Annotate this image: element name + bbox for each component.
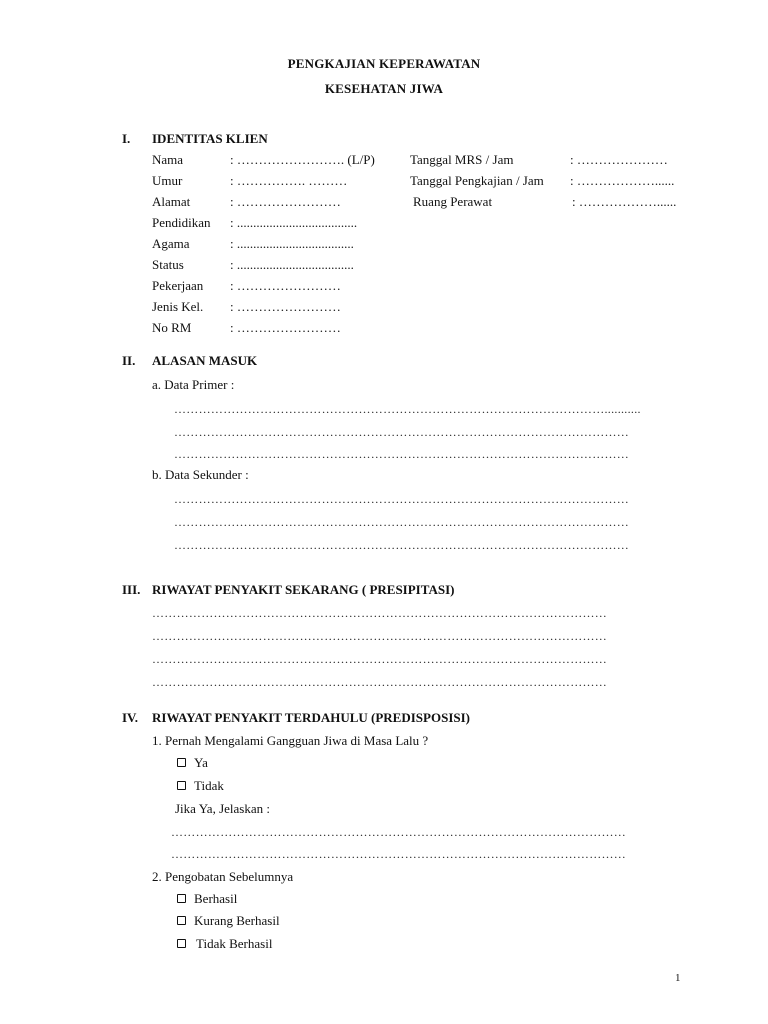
field-tanggal-pengkajian-value[interactable]: : ………………...... xyxy=(570,173,675,188)
section-1-title: IDENTITAS KLIEN xyxy=(152,131,268,146)
section-2-title: ALASAN MASUK xyxy=(152,353,258,368)
field-agama-value[interactable]: : .................................... xyxy=(230,236,354,251)
field-agama-label: Agama xyxy=(152,236,190,251)
presipitasi-line-4[interactable]: ………………………………………………………………………………………………… xyxy=(152,675,608,689)
field-status-label: Status xyxy=(152,257,184,272)
option-kurang-berhasil[interactable] xyxy=(177,913,280,929)
field-tanggal-mrs-label: Tanggal MRS / Jam xyxy=(410,152,514,167)
checkbox-icon[interactable] xyxy=(177,758,186,767)
field-nama-value[interactable]: : ……………………. (L/P) xyxy=(230,152,375,167)
question-2: 2. Pengobatan Sebelumnya xyxy=(152,869,294,884)
explain-label: Jika Ya, Jelaskan : xyxy=(175,801,270,816)
field-pendidikan-value[interactable]: : ..................................... xyxy=(230,215,358,230)
data-sekunder-line-3[interactable]: ………………………………………………………………………………………………… xyxy=(174,538,630,552)
section-3-number: III. xyxy=(122,582,141,597)
explain-line-2[interactable]: ………………………………………………………………………………………………… xyxy=(171,847,627,861)
section-2-number: II. xyxy=(122,353,136,368)
option-berhasil[interactable] xyxy=(177,891,237,907)
option-kurang-berhasil-label: Kurang Berhasil xyxy=(194,913,280,928)
field-no-rm-label: No RM xyxy=(152,320,192,335)
document-title: PENGKAJIAN KEPERAWATAN xyxy=(287,56,481,71)
data-sekunder-line-1[interactable]: ………………………………………………………………………………………………… xyxy=(174,492,630,506)
field-ruang-perawat-value[interactable]: : ………………...... xyxy=(572,194,677,209)
section-3-title: RIWAYAT PENYAKIT SEKARANG ( PRESIPITASI) xyxy=(152,582,455,597)
data-primer-label: a. Data Primer : xyxy=(152,377,235,392)
checkbox-icon[interactable] xyxy=(177,781,186,790)
field-no-rm-value[interactable]: : …………………… xyxy=(230,320,341,335)
field-pendidikan-label: Pendidikan xyxy=(152,215,211,230)
field-ruang-perawat-label: Ruang Perawat xyxy=(413,194,493,209)
field-umur-value[interactable]: : ……………. ……… xyxy=(230,173,348,188)
data-primer-line-3[interactable]: ………………………………………………………………………………………………… xyxy=(174,447,630,461)
explain-line-1[interactable]: ………………………………………………………………………………………………… xyxy=(171,825,627,839)
field-tanggal-pengkajian-label: Tanggal Pengkajian / Jam xyxy=(410,173,544,188)
field-umur-label: Umur xyxy=(152,173,183,188)
checkbox-icon[interactable] xyxy=(177,939,186,948)
presipitasi-line-2[interactable]: ………………………………………………………………………………………………… xyxy=(152,629,608,643)
field-pekerjaan-value[interactable]: : …………………… xyxy=(230,278,341,293)
document-subtitle: KESEHATAN JIWA xyxy=(324,81,444,96)
field-alamat-label: Alamat xyxy=(152,194,191,209)
option-tidak-label: Tidak xyxy=(194,778,224,793)
option-tidak-berhasil-label: Tidak Berhasil xyxy=(196,936,273,951)
option-tidak-berhasil[interactable] xyxy=(177,936,272,952)
option-ya[interactable] xyxy=(177,755,208,771)
section-1-number: I. xyxy=(122,131,131,146)
section-4-title: RIWAYAT PENYAKIT TERDAHULU (PREDISPOSISI) xyxy=(152,710,470,725)
presipitasi-line-1[interactable]: ………………………………………………………………………………………………… xyxy=(152,606,608,620)
option-tidak[interactable] xyxy=(177,778,224,794)
checkbox-icon[interactable] xyxy=(177,916,186,925)
section-4-number: IV. xyxy=(122,710,139,725)
checkbox-icon[interactable] xyxy=(177,894,186,903)
data-sekunder-label: b. Data Sekunder : xyxy=(152,467,249,482)
field-status-value[interactable]: : .................................... xyxy=(230,257,354,272)
option-berhasil-label: Berhasil xyxy=(194,891,238,906)
page-number: 1 xyxy=(675,972,681,984)
field-pekerjaan-label: Pekerjaan xyxy=(152,278,204,293)
field-tanggal-mrs-value[interactable]: : ………………… xyxy=(570,152,668,167)
option-ya-label: Ya xyxy=(194,755,208,770)
field-nama-label: Nama xyxy=(152,152,184,167)
data-sekunder-line-2[interactable]: ………………………………………………………………………………………………… xyxy=(174,515,630,529)
question-1: 1. Pernah Mengalami Gangguan Jiwa di Masa Lalu ? xyxy=(152,733,429,748)
presipitasi-line-3[interactable]: ………………………………………………………………………………………………… xyxy=(152,652,608,666)
field-jenis-kel-label: Jenis Kel. xyxy=(152,299,204,314)
field-alamat-value[interactable]: : …………………… xyxy=(230,194,341,209)
field-jenis-kel-value[interactable]: : …………………… xyxy=(230,299,341,314)
data-primer-line-1[interactable]: ……………………………………………………………………………………………........... xyxy=(174,402,641,416)
data-primer-line-2[interactable]: ………………………………………………………………………………………………… xyxy=(174,425,630,439)
